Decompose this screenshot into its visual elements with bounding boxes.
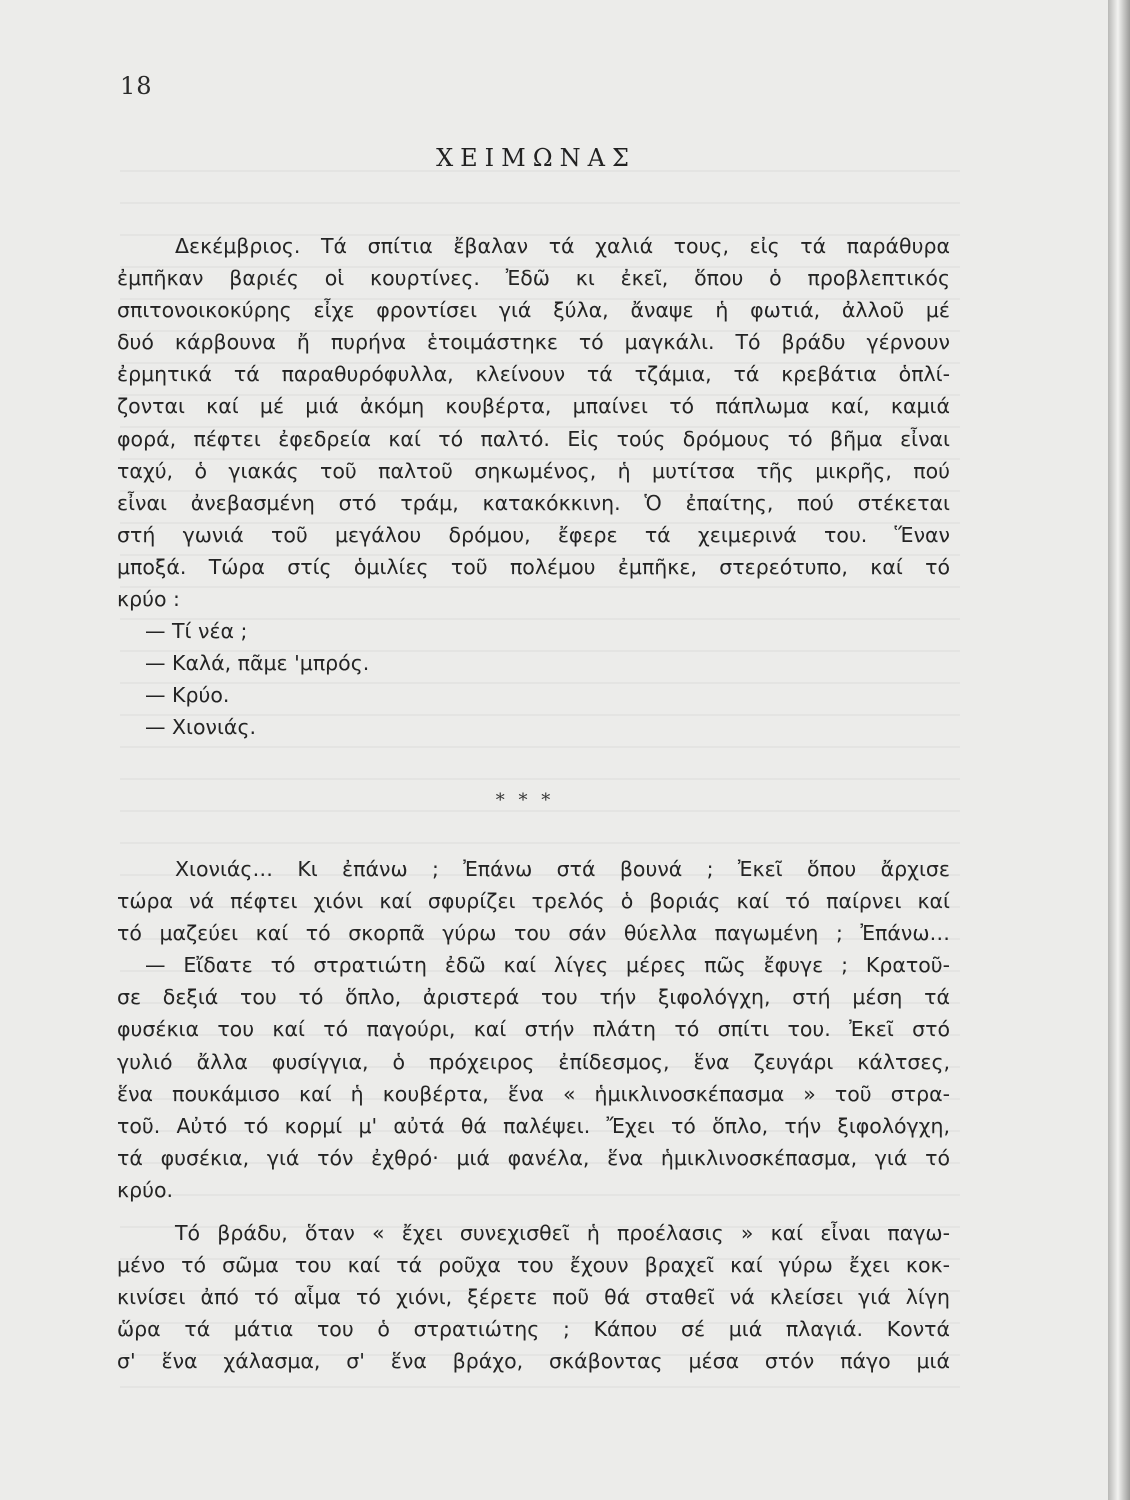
text-line: τοῦ. Αὐτό τό κορμί μ' αὐτά θά παλέψει. Ἔχει τό ὅπλο, τήν ξιφολόγχη, — [117, 1113, 950, 1138]
text-line: ἐμπῆκαν βαριές οἱ κουρτίνες. Ἐδῶ κι ἐκεῖ, ὅπου ὁ προβλεπτικός — [117, 266, 950, 291]
text-line: γυλιό ἄλλα φυσίγγια, ὁ πρόχειρος ἐπίδεσμος, ἕνα ζευγάρι κάλτσες, — [117, 1049, 950, 1074]
text-line: ὥρα τά μάτια του ὁ στρατιώτης ; Κάπου σέ μιά πλαγιά. Κοντά — [117, 1317, 950, 1342]
page-edge-shadow — [1108, 0, 1130, 1500]
text-line: φυσέκια του καί τό παγούρι, καί στήν πλάτη τό σπίτι του. Ἐκεῖ στό — [117, 1017, 950, 1042]
text-line: φορά, πέφτει ἐφεδρεία καί τό παλτό. Εἰς τούς δρόμους τό βῆμα εἶναι — [117, 426, 950, 451]
text-line: τά φυσέκια, γιά τόν ἐχθρό· μιά φανέλα, ἕνα ἡμικλινοσκέπασμα, γιά τό — [117, 1145, 950, 1170]
text-line: ἐρμητικά τά παραθυρόφυλλα, κλείνουν τά τζάμια, τά κρεβάτια ὁπλί- — [117, 362, 950, 387]
text-line: μένο τό σῶμα του καί τά ροῦχα του ἔχουν βραχεῖ καί γύρω ἔχει κοκ- — [117, 1253, 950, 1278]
text-line: σ' ἕνα χάλασμα, σ' ἕνα βράχο, σκάβοντας μέσα στόν πάγο μιά — [117, 1349, 950, 1374]
text-line: κινίσει ἀπό τό αἷμα τό χιόνι, ξέρετε ποῦ θά σταθεῖ νά κλείσει γιά λίγη — [117, 1285, 950, 1310]
text-line: σπιτονοικοκύρης εἶχε φροντίσει γιά ξύλα, ἄναψε ἡ φωτιά, ἀλλοῦ μέ — [117, 298, 950, 323]
paragraph-snowstorm — [117, 853, 950, 1206]
text-line: τώρα νά πέφτει χιόνι καί σφυρίζει τρελός ὁ βοριάς καί τό παίρνει καί — [117, 889, 950, 914]
page-number: 18 — [120, 72, 153, 100]
text-line: Χιονιάς… Κι ἐπάνω ; Ἐπάνω στά βουνά ; Ἐκεῖ ὅπου ἄρχισε — [175, 857, 950, 881]
text-line: στή γωνιά τοῦ μεγάλου δρόμου, ἔφερε τά χειμερινά του. Ἕναν — [117, 522, 950, 547]
dialogue-line: — Τί νέα ; — [145, 619, 248, 644]
text-line: ἕνα πουκάμισο καί ἡ κουβέρτα, ἕνα « ἡμικλινοσκέπασμα » τοῦ στρα- — [117, 1081, 950, 1106]
dialogue-line: — Εἴδατε τό στρατιώτη ἐδῶ καί λίγες μέρες πῶς ἔφυγε ; Κρατοῦ- — [145, 953, 950, 978]
paragraph-december — [117, 230, 950, 744]
text-line: τό μαζεύει καί τό σκορπᾶ γύρω του σάν θύελλα παγωμένη ; Ἐπάνω… — [117, 921, 950, 946]
text-line: σε δεξιά του τό ὅπλο, ἀριστερά του τήν ξιφολόγχη, στή μέση τά — [117, 985, 950, 1010]
section-separator: * * * — [495, 790, 555, 811]
dialogue-line: — Κρύο. — [145, 683, 230, 708]
paragraph-night — [117, 1217, 950, 1377]
text-line: κρύο. — [117, 1177, 174, 1202]
text-line: ζονται καί μέ μιά ἀκόμη κουβέρτα, μπαίνει τό πάπλωμα καί, καμιά — [117, 394, 950, 419]
dialogue-line: — Χιονιάς. — [145, 715, 256, 740]
text-line: κρύο : — [117, 587, 180, 612]
text-line: ταχύ, ὁ γιακάς τοῦ παλτοῦ σηκωμένος, ἡ μυτίτσα τῆς μικρῆς, πού — [117, 458, 950, 483]
text-line: εἶναι ἀνεβασμένη στό τράμ, κατακόκκινη. Ὁ ἐπαίτης, πού στέκεται — [117, 490, 950, 515]
text-line: Τό βράδυ, ὅταν « ἔχει συνεχισθεῖ ἡ προέλασις » καί εἶναι παγω- — [175, 1221, 950, 1245]
text-line: δυό κάρβουνα ἤ πυρήνα ἑτοιμάστηκε τό μαγκάλι. Τό βράδυ γέρνουν — [117, 330, 950, 355]
chapter-title: ΧΕΙΜΩΝΑΣ — [436, 144, 636, 172]
text-line: μποξά. Τώρα στίς ὁμιλίες τοῦ πολέμου ἐμπῆκε, στερεότυπο, καί τό — [117, 554, 950, 579]
dialogue-line: — Καλά, πᾶμε 'μπρός. — [145, 651, 370, 676]
text-line: Δεκέμβριος. Τά σπίτια ἔβαλαν τά χαλιά τους, εἰς τά παράθυρα — [175, 234, 950, 258]
